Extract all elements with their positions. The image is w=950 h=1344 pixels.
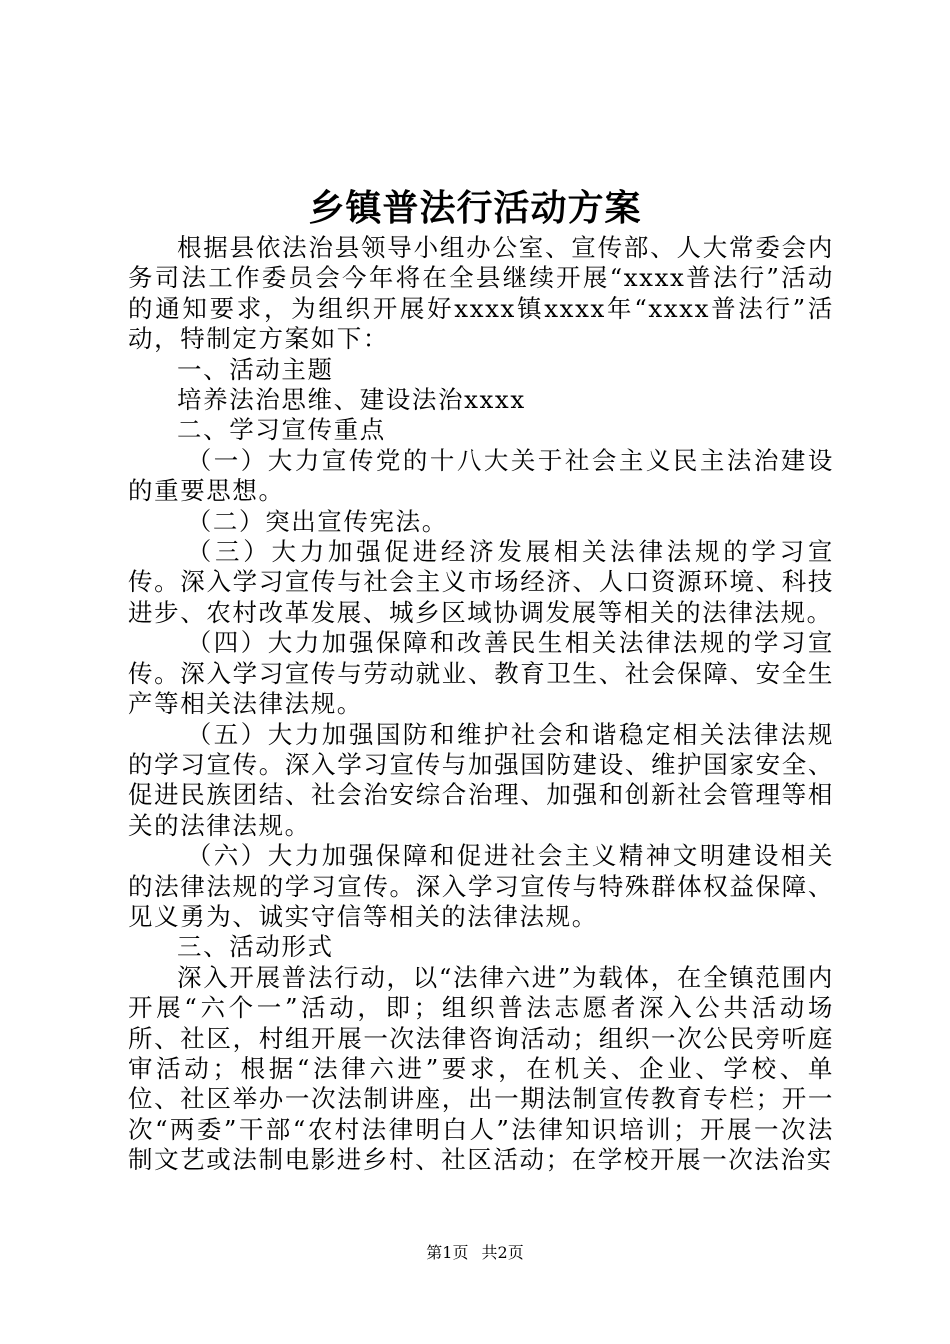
document-title: 乡镇普法行活动方案 <box>308 187 642 229</box>
section-heading-format: 三、活动形式 <box>177 932 334 962</box>
document-body <box>128 233 834 1176</box>
page-total: 共2页 <box>481 1243 524 1262</box>
focus-item-1: （一）大力宣传党的十八大关于社会主义民主法治建设的重要思想。 <box>128 445 834 506</box>
page-number: 第1页 <box>426 1243 469 1262</box>
format-paragraph: 深入开展普法行动，以“法律六进”为载体，在全镇范围内开展“六个一”活动，即；组织普法志愿者深入公共活动场所、社区，村组开展一次法律咨询活动；组织一次公民旁听庭审活动；根据“法律六进”要求，在机关、企业、学校、单位、社区举办一次法制讲座，出一期法制宣传教育专栏；开一次“两委”干部“农村法律明白人”法律知识培训；开展一次法制文艺或法制电影进乡村、社区活动；在学校开展一次法治实 <box>128 962 834 1175</box>
section-heading-focus: 二、学习宣传重点 <box>177 415 386 445</box>
focus-item-4: （四）大力加强保障和改善民生相关法律法规的学习宣传。深入学习宣传与劳动就业、教育卫生、社会保障、安全生产等相关法律法规。 <box>128 628 834 719</box>
section-heading-theme: 一、活动主题 <box>177 354 334 384</box>
focus-item-3: （三）大力加强促进经济发展相关法律法规的学习宣传。深入学习宣传与社会主义市场经济、人口资源环境、科技进步、农村改革发展、城乡区域协调发展等相关的法律法规。 <box>128 537 834 627</box>
focus-item-6: （六）大力加强保障和促进社会主义精神文明建设相关的法律法规的学习宣传。深入学习宣传与特殊群体权益保障、见义勇为、诚实守信等相关的法律法规。 <box>128 841 834 931</box>
theme-paragraph: 培养法治思维、建设法治xxxx <box>177 385 526 415</box>
page-footer <box>0 1243 950 1263</box>
focus-item-5: （五）大力加强国防和维护社会和谐稳定相关法律法规的学习宣传。深入学习宣传与加强国防建设、维护国家安全、促进民族团结、社会治安综合治理、加强和创新社会管理等相关的法律法规。 <box>128 719 834 840</box>
intro-paragraph: 根据县依法治县领导小组办公室、宣传部、人大常委会内务司法工作委员会今年将在全县继续开展“xxxx普法行”活动的通知要求，为组织开展好xxxx镇xxxx年“xxxx普法行”活动，特制定方案如下： <box>128 233 834 354</box>
focus-item-2: （二）突出宣传宪法。 <box>186 506 448 536</box>
